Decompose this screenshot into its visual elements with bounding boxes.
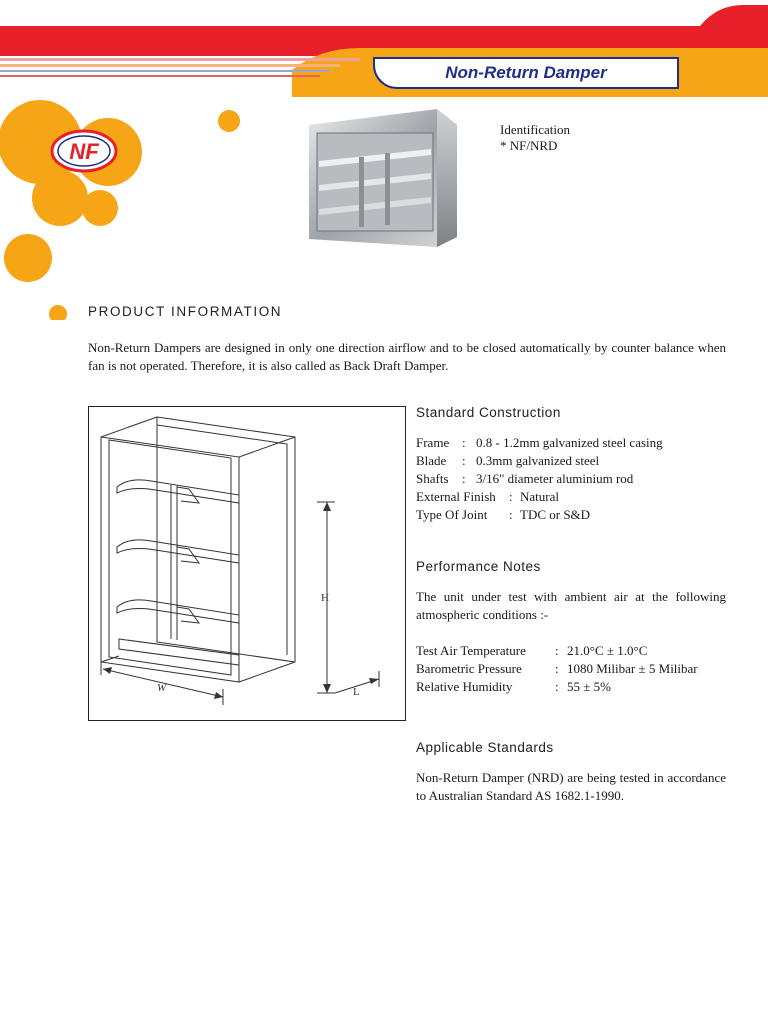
condition-label: Test Air Temperature [416,643,526,658]
condition-value: 21.0°C ± 1.0°C [567,643,648,658]
spec-row [416,434,726,452]
spec-row [416,488,726,506]
standard-construction-section [416,405,726,524]
spec-row [416,452,726,470]
nf-logo-icon [50,128,118,174]
company-logo [50,128,118,179]
spec-label: Frame [416,435,450,450]
spec-row [416,506,726,524]
spec-label: External Finish [416,489,496,504]
condition-sep: : [555,643,559,658]
spec-label: Blade [416,453,447,468]
condition-label: Barometric Pressure [416,661,522,676]
product-information-heading: PRODUCT INFORMATION [88,304,283,319]
product-photo-frame [287,97,475,270]
spec-label: Shafts [416,471,449,486]
performance-notes-section [416,559,726,696]
spec-value: Natural [520,489,559,504]
spec-sep: : [462,453,466,468]
condition-sep: : [555,679,559,694]
applicable-standards-heading: Applicable Standards [416,740,554,755]
page-title-box [373,57,679,89]
performance-notes-heading: Performance Notes [416,559,541,574]
length-label: L [353,686,360,698]
spec-sep: : [509,507,513,522]
height-label: H [321,592,329,604]
spec-sep: : [462,471,466,486]
page-title: Non-Return Damper [445,63,607,82]
condition-row [416,678,726,696]
spec-value: 0.8 - 1.2mm galvanized steel casing [476,435,663,450]
dimension-diagram [88,406,406,721]
spec-sep: : [509,489,513,504]
performance-notes-intro: The unit under test with ambient air at the following atmospheric conditions :- [416,589,726,622]
svg-text:NF: NF [69,139,99,164]
identification-block [500,122,570,154]
spec-value: TDC or S&D [520,507,591,522]
identification-label: Identification [500,122,571,137]
condition-row [416,660,726,678]
width-label: W [157,682,167,694]
spec-row [416,470,726,488]
condition-row [416,642,726,660]
condition-label: Relative Humidity [416,679,513,694]
damper-photo-icon [287,97,475,270]
spec-value: 0.3mm galvanized steel [476,453,600,468]
damper-dimension-diagram-icon [89,407,405,720]
product-information-body: Non-Return Dampers are designed in only one direction airflow and to be closed automatically by counter balance when fan is not operated. Therefore, it is also called as Back Draft Damper. [88,340,726,373]
condition-value: 55 ± 5% [567,679,611,694]
condition-sep: : [555,661,559,676]
applicable-standards-section [416,740,726,805]
applicable-standards-body: Non-Return Damper (NRD) are being tested in accordance to Australian Standard AS 1682.1-1990. [416,770,726,803]
spec-label: Type Of Joint [416,507,488,522]
condition-value: 1080 Milibar ± 5 Milibar [567,661,698,676]
spec-value: 3/16" diameter aluminium rod [476,471,634,486]
spec-sep: : [462,435,466,450]
standard-construction-heading: Standard Construction [416,405,561,420]
identification-value: * NF/NRD [500,138,558,153]
